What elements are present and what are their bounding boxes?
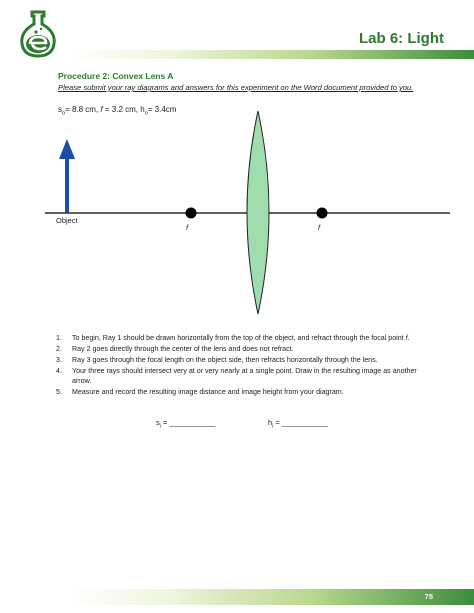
so-symbol: s <box>58 105 62 114</box>
step-item <box>56 355 434 365</box>
step-item <box>56 344 434 354</box>
convex-lens <box>247 111 269 314</box>
step-text: Measure and record the resulting image distance and image height from your diagram. <box>72 388 344 396</box>
so-subscript: o <box>62 110 66 117</box>
step-text: Ray 3 goes through the focal length on the object side, then refracts horizontally through the lens. <box>72 356 378 364</box>
step-text-italic: f <box>405 334 408 342</box>
step-number: 5. <box>56 388 62 396</box>
f-value: = 3.2 cm, <box>104 105 139 114</box>
object-arrow-head <box>59 139 75 159</box>
hi-blank[interactable]: = ___________ <box>273 418 328 427</box>
focal-point-right <box>317 208 328 219</box>
lab-title: Lab 6: Light <box>359 30 444 47</box>
step-number: 4. <box>56 367 62 375</box>
ho-symbol: h <box>140 105 145 114</box>
si-symbol: s <box>156 418 160 427</box>
step-text-tail: . <box>407 334 410 342</box>
ho-subscript: o <box>144 110 148 117</box>
image-distance-answer[interactable] <box>156 418 215 430</box>
hi-symbol: h <box>268 418 273 427</box>
procedure-heading: Procedure 2: Convex Lens A <box>58 71 174 81</box>
focal-label-left: f <box>186 223 189 232</box>
object-label: Object <box>56 216 78 225</box>
step-number: 3. <box>56 356 62 364</box>
si-subscript: i <box>159 423 161 430</box>
hi-subscript: i <box>272 423 274 430</box>
step-number: 2. <box>56 345 62 353</box>
focal-point-left <box>186 208 197 219</box>
focal-label-right: f <box>318 223 321 232</box>
step-item <box>56 366 434 386</box>
footer-gradient-bar <box>70 589 474 605</box>
step-item <box>56 333 434 343</box>
procedure-instruction: Please submit your ray diagrams and answers for this experiment on the Word document provided to you. <box>58 83 414 92</box>
step-text: Ray 2 goes directly through the center of the lens and does not refract. <box>72 345 294 353</box>
f-symbol: f <box>100 105 103 114</box>
si-blank[interactable]: = ___________ <box>160 418 216 427</box>
step-item <box>56 387 434 397</box>
page-number: 75 <box>424 592 433 601</box>
instruction-steps <box>56 333 434 398</box>
step-text: To begin, Ray 1 should be drawn horizontally from the top of the object, and refract through the focal point <box>72 334 406 342</box>
ho-value: = 3.4cm <box>147 105 177 114</box>
step-text: Your three rays should intersect very at or very nearly at a single point. Draw in the resulting image as another arrow. <box>72 367 417 385</box>
step-number: 1. <box>56 334 62 342</box>
so-value: = 8.8 cm, <box>65 105 99 114</box>
image-height-answer[interactable] <box>268 418 328 430</box>
